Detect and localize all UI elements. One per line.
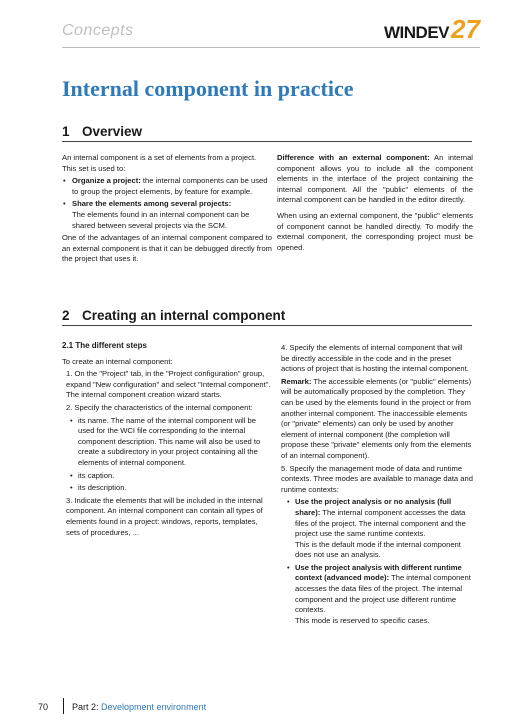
section-1-heading (62, 124, 472, 142)
mode-heading: Use the project analysis or no analysis (full share): (295, 497, 452, 517)
footer-part-prefix: Part 2: (72, 702, 102, 712)
running-header-section: Concepts (62, 22, 134, 39)
bullet-heading: Organize a project: (72, 176, 141, 186)
bullet-text: The elements found in an internal component can be shared between several projects via the SCM. (72, 209, 250, 230)
subsection-heading: 2.1 The different steps (62, 341, 147, 350)
section-2-title: Creating an internal component (82, 308, 286, 323)
footer-divider (63, 698, 64, 714)
section-1-number: 1 (62, 124, 70, 139)
list-item (295, 563, 473, 627)
page-title: Internal component in practice (62, 76, 354, 101)
footer-part-name: Development environment (101, 702, 207, 712)
mode-note: This mode is reserved to specific cases. (295, 615, 430, 625)
step-1: 1. On the "Project" tab, in the "Project configuration" group, expand "New configuration" and select "Internal component". The internal component creation wizard starts. (66, 369, 271, 400)
list-item: • its caption. (78, 471, 272, 482)
section-1-right-column (277, 153, 473, 255)
external-component-paragraph: When using an external component, the "public" elements of component cannot be handled directly. To modify the external component, the corresponding project must be opened. (277, 210, 473, 252)
data-mode-bullets (281, 497, 473, 626)
list-item: • its name. The name of the internal component will be used for the WCI file corresponding to the internal component description. This name will also be used to create a subdirectory in your project containing all the elements of internal component. (78, 416, 272, 469)
logo-number: 27 (451, 14, 480, 44)
step-2: 2. Specify the characteristics of the internal component: (66, 402, 253, 412)
step-3: 3. Indicate the elements that will be included in the internal component. An internal component can contain all types of elements found in a project: windows, reports, templates, sets of procedures, ... (66, 495, 263, 537)
mode-note: This is the default mode if the internal component does not use an analysis. (295, 539, 461, 560)
mode-heading: Use the project analysis with different runtime context (advanced mode): (295, 562, 462, 583)
difference-text: An internal component allows you to include all the component elements in the interface of the project containing the internal component. All the "public" elements of the internal component can be handled in the editor directly. (277, 153, 473, 205)
header-rule (62, 47, 480, 48)
difference-heading: Difference with an external component: (277, 153, 430, 162)
overview-advantage: One of the advantages of an internal component compared to an external component is that it can be debugged directly from the project that uses it. (62, 233, 272, 264)
section-2-left-column (62, 341, 272, 540)
section-2-right-column (281, 343, 473, 628)
step-2-bullets (62, 416, 272, 494)
overview-bullets (62, 176, 272, 231)
remark-heading: Remark: (281, 376, 312, 386)
list-item (72, 176, 272, 197)
page-number: 70 (38, 702, 49, 712)
footer-part-label (72, 702, 206, 712)
logo-word: WINDEV (384, 23, 449, 42)
section-1-left-column (62, 153, 272, 267)
list-item (72, 199, 272, 231)
section-2-heading (62, 308, 472, 326)
mode-text: The internal component accesses the data files of the project. The internal component and the project use different runtime contexts. (295, 573, 471, 615)
bullet-heading: Share the elements among several projects: (72, 199, 232, 209)
remark-text: The accessible elements (or "public" elements) will be automatically proposed by the completion. They can be used by the elements found in the project or from another internal component. The inaccessible elements (or "private" elements) can only be used by another element of internal component (the completion will propose these "private" elements only from the elements of an internal component). (281, 376, 472, 460)
section-2-number: 2 (62, 308, 70, 323)
remark-paragraph (281, 377, 473, 462)
section-1-title: Overview (82, 124, 143, 139)
list-item (295, 497, 473, 561)
steps-intro: To create an internal component: (62, 356, 173, 366)
difference-paragraph (277, 153, 473, 206)
overview-intro: An internal component is a set of elements from a project. This set is used to: (62, 153, 257, 173)
windev-logo (384, 14, 480, 44)
bullet-text: the internal components can be used to group the project elements, by feature for example. (72, 176, 268, 196)
step-4: 4. Specify the elements of internal component that will be directly accessible in the code and in the preset actions of project that is hosting the internal component. (281, 343, 469, 374)
mode-text: The internal component accesses the data files of the project. The internal component and the project use the same runtime contexts. (295, 507, 466, 539)
step-5: 5. Specify the management mode of data and runtime contexts. Three modes are available to manage data and runtime contexts: (281, 463, 473, 494)
list-item: • its description. (78, 483, 272, 494)
